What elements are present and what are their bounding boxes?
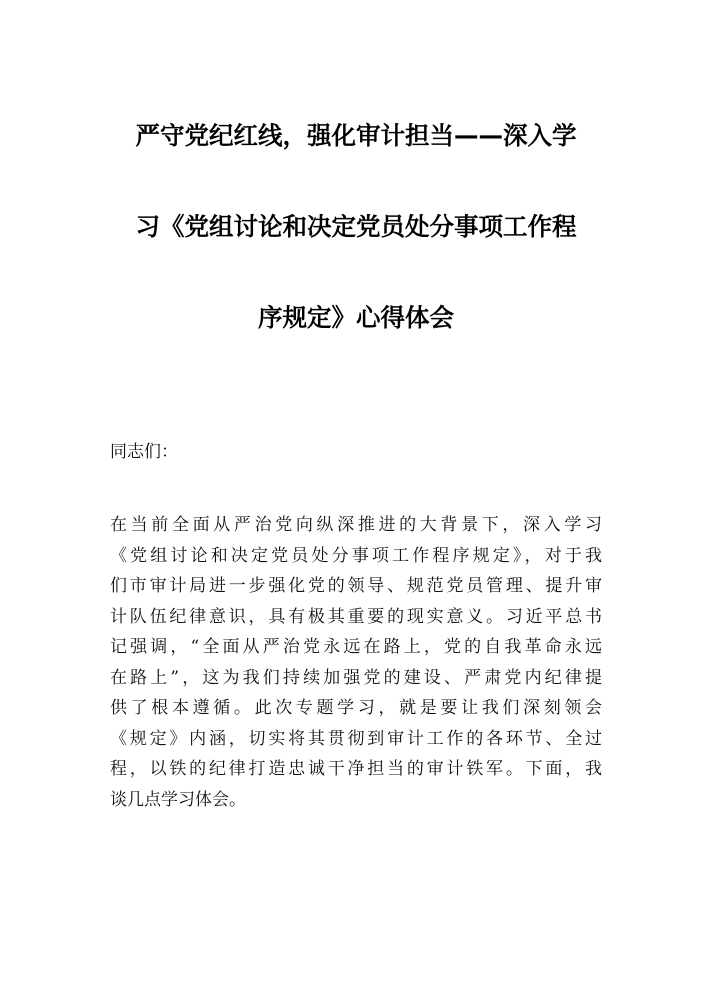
body-line: 《规定》内涵，切实将其贯彻到审计工作的各环节、全过 [110, 728, 602, 749]
title-line-3: 序规定》心得体会 [258, 303, 454, 332]
body-line: 《党组讨论和决定党员处分事项工作程序规定》，对于我 [110, 545, 602, 566]
body-line: 谈几点学习体会。 [110, 789, 246, 810]
body-line: 供了根本遵循。此次专题学习，就是要让我们深刻领会 [110, 698, 602, 718]
body-line: 记强调，“全面从严治党永远在路上，党的自我革命永远 [110, 637, 602, 657]
body-line: 在路上”，这为我们持续加强党的建设、严肃党内纪律提 [110, 667, 602, 688]
body-paragraph [110, 513, 602, 818]
title-line-1: 严守党纪红线，强化审计担当——深入学 [135, 121, 577, 150]
body-line: 们市审计局进一步强化党的领导、规范党员管理、提升审 [110, 576, 602, 596]
body-line: 程，以铁的纪律打造忠诚干净担当的审计铁军。下面，我 [110, 759, 602, 779]
body-line: 在当前全面从严治党向纵深推进的大背景下，深入学习 [110, 515, 602, 535]
title-line-2: 习《党组讨论和决定党员处分事项工作程 [135, 212, 577, 241]
salutation: 同志们： [110, 442, 178, 462]
body-line: 计队伍纪律意识，具有极其重要的现实意义。习近平总书 [110, 606, 602, 627]
